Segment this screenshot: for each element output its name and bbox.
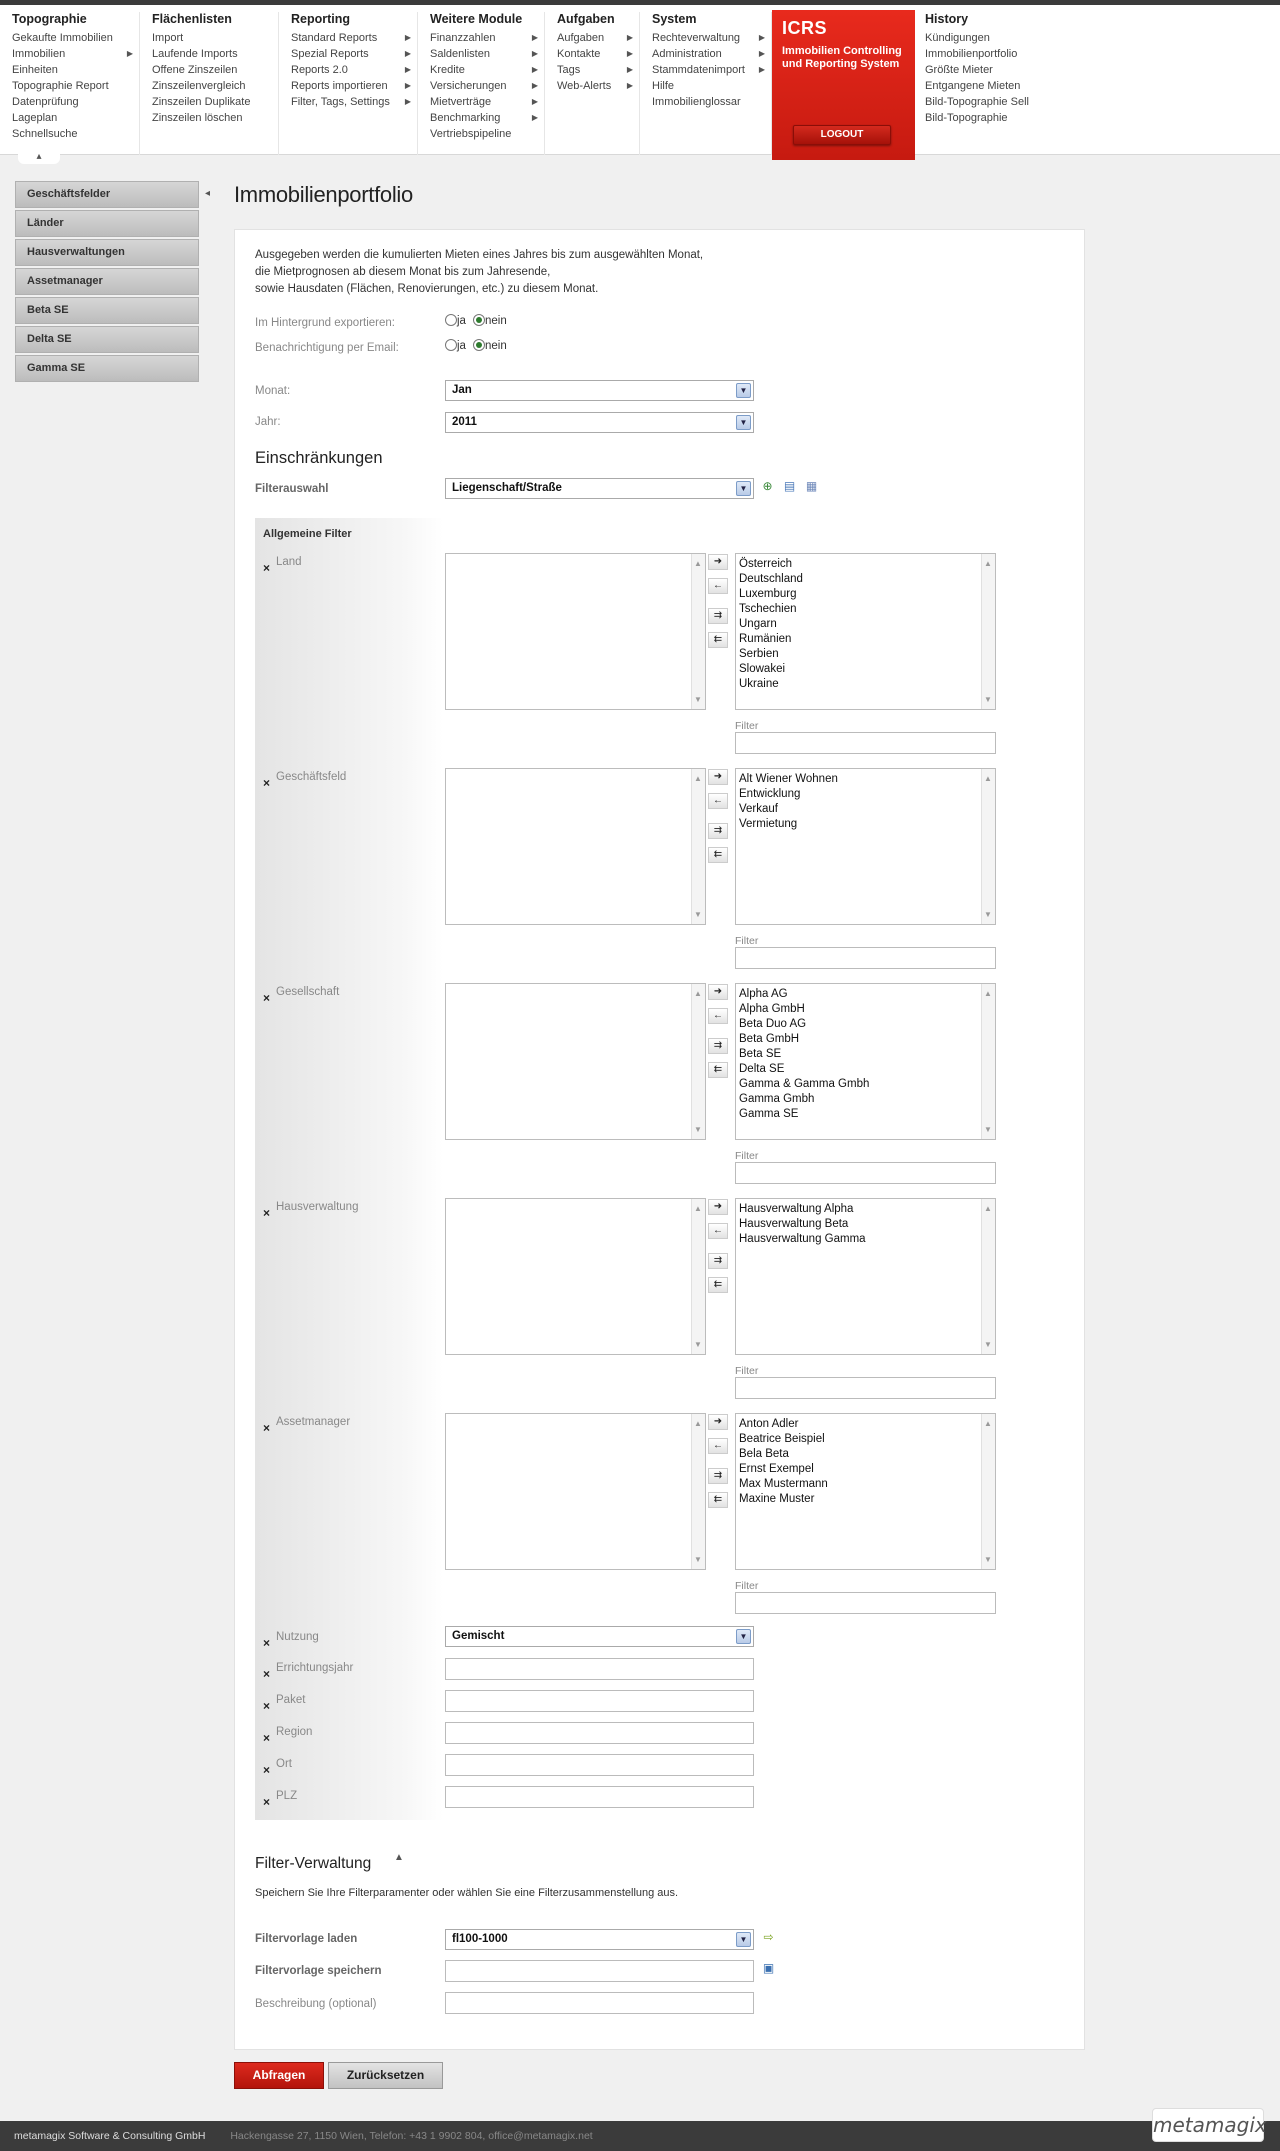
list-option[interactable]: Anton Adler bbox=[739, 1418, 799, 1430]
metamagix-logo bbox=[1152, 2108, 1267, 2142]
menu-item[interactable] bbox=[12, 46, 139, 62]
filter-label: Geschäftsfeld bbox=[276, 771, 347, 783]
text-filter-label: Region bbox=[276, 1726, 313, 1738]
filter-label: Hausverwaltung bbox=[276, 1201, 359, 1213]
list-option[interactable]: Entwicklung bbox=[739, 788, 801, 800]
filter-select-label: Filterauswahl bbox=[255, 483, 329, 495]
menu-item[interactable] bbox=[430, 126, 544, 142]
submenu-arrow-icon: ▶ bbox=[531, 65, 538, 74]
menu-item-label: Saldenlisten bbox=[430, 48, 490, 60]
submenu-arrow-icon: ▶ bbox=[531, 33, 538, 42]
menu-item-label: Immobilienglossar bbox=[652, 96, 741, 108]
menu-toggle-tab[interactable]: ▴ bbox=[18, 152, 60, 164]
year-label: Jahr: bbox=[255, 416, 281, 428]
move-left-icon[interactable]: ← bbox=[708, 578, 728, 594]
menu-item-label: Stammdatenimport bbox=[652, 64, 745, 76]
scrollbar[interactable]: ▲ ▼ bbox=[981, 1414, 995, 1569]
menu-item-label: Standard Reports bbox=[291, 32, 378, 44]
filter-small-label: Filter bbox=[735, 1365, 759, 1377]
add-filter-icon[interactable]: ⊕ bbox=[762, 479, 773, 493]
chevron-down-icon: ▼ bbox=[736, 481, 751, 496]
menu-column-4 bbox=[418, 12, 545, 155]
filter-label: Gesellschaft bbox=[276, 986, 340, 998]
load-template-select[interactable] bbox=[445, 1929, 754, 1950]
email-label: Benachrichtigung per Email: bbox=[255, 342, 399, 354]
menu-item-label: Import bbox=[152, 32, 184, 44]
menu-item-label: Versicherungen bbox=[430, 80, 507, 92]
menu-item-label: Kredite bbox=[430, 64, 465, 76]
move-all-left-icon[interactable]: ⇇ bbox=[708, 1492, 728, 1508]
list-filter-input[interactable] bbox=[735, 947, 996, 969]
description-input[interactable] bbox=[445, 1992, 754, 2014]
load-template-icon[interactable]: ⇨ bbox=[763, 1930, 774, 1944]
usage-select-value: Gemischt bbox=[452, 1630, 505, 1642]
menu-item[interactable] bbox=[152, 30, 278, 46]
move-left-icon[interactable]: ← bbox=[708, 1438, 728, 1454]
chevron-down-icon: ▼ bbox=[736, 1932, 751, 1947]
scrollbar[interactable]: ▲ ▼ bbox=[691, 769, 705, 924]
menu-item[interactable] bbox=[557, 62, 639, 78]
query-button[interactable]: Abfragen bbox=[234, 2062, 324, 2089]
list-option[interactable]: Slowakei bbox=[739, 663, 786, 675]
icrs-subtitle: Immobilien Controlling und Reporting System bbox=[782, 45, 902, 70]
available-listbox[interactable] bbox=[445, 1198, 706, 1355]
text-filter-input[interactable] bbox=[445, 1754, 754, 1776]
filter-label: Assetmanager bbox=[276, 1416, 351, 1428]
menu-column-1 bbox=[0, 12, 140, 155]
remove-filter-icon[interactable]: × bbox=[263, 1763, 271, 1777]
description-label: Beschreibung (optional) bbox=[255, 1998, 377, 2010]
list-option[interactable]: Beatrice Beispiel bbox=[739, 1433, 825, 1445]
move-all-right-icon[interactable]: ⇉ bbox=[708, 1038, 728, 1054]
intro-text bbox=[255, 247, 815, 298]
selected-listbox[interactable] bbox=[735, 983, 996, 1140]
sidebar-item[interactable]: Beta SE bbox=[15, 297, 199, 324]
scrollbar[interactable]: ▲ ▼ bbox=[981, 769, 995, 924]
move-all-left-icon[interactable]: ⇇ bbox=[708, 1277, 728, 1293]
month-label: Monat: bbox=[255, 385, 291, 397]
list-option[interactable]: Gamma & Gamma Gmbh bbox=[739, 1078, 870, 1090]
submenu-arrow-icon: ▶ bbox=[626, 49, 633, 58]
filter-small-label: Filter bbox=[735, 935, 759, 947]
menu-item[interactable] bbox=[652, 94, 771, 110]
menu-item[interactable] bbox=[557, 30, 639, 46]
menu-item[interactable] bbox=[925, 46, 1053, 62]
menu-item[interactable] bbox=[430, 46, 544, 62]
general-filter-area bbox=[255, 518, 443, 1820]
list-option[interactable]: Deutschland bbox=[739, 573, 803, 585]
submenu-arrow-icon: ▶ bbox=[531, 49, 538, 58]
menu-item-label: Hilfe bbox=[652, 80, 675, 92]
restrictions-heading: Einschränkungen bbox=[255, 449, 383, 467]
remove-filter-icon[interactable]: × bbox=[263, 1636, 271, 1650]
list-option[interactable]: Österreich bbox=[739, 558, 793, 570]
remove-filter-icon[interactable]: × bbox=[263, 1421, 271, 1435]
email-radio-group bbox=[445, 339, 511, 352]
menu-item[interactable] bbox=[291, 46, 417, 62]
submenu-arrow-icon: ▶ bbox=[404, 65, 411, 74]
menu-item[interactable] bbox=[925, 78, 1053, 94]
collapse-up-icon[interactable]: ▲ bbox=[394, 1852, 404, 1863]
logo-text: metamagix bbox=[1153, 2113, 1267, 2137]
email-no-label: nein bbox=[485, 340, 507, 352]
filter-small-label: Filter bbox=[735, 1580, 759, 1592]
menu-column-2 bbox=[140, 12, 279, 155]
selected-listbox[interactable] bbox=[735, 1413, 996, 1570]
text-filter-input[interactable] bbox=[445, 1722, 754, 1744]
scrollbar[interactable]: ▲ ▼ bbox=[691, 1414, 705, 1569]
available-listbox[interactable] bbox=[445, 1413, 706, 1570]
list-option[interactable]: Ernst Exempel bbox=[739, 1463, 814, 1475]
scrollbar[interactable]: ▲ ▼ bbox=[981, 554, 995, 709]
menu-column-title[interactable]: Flächenlisten bbox=[152, 12, 232, 26]
list-option[interactable]: Beta Duo AG bbox=[739, 1018, 807, 1030]
menu-item-label: Bild-Topographie Sell bbox=[925, 96, 1029, 108]
menu-item-label: Entgangene Mieten bbox=[925, 80, 1021, 92]
year-select[interactable] bbox=[445, 412, 754, 433]
filter-small-label: Filter bbox=[735, 720, 759, 732]
general-filter-heading: Allgemeine Filter bbox=[263, 528, 352, 540]
intro-line: sowie Hausdaten (Flächen, Renovierungen, etc.) zu diesem Monat. bbox=[255, 283, 599, 295]
menu-item-label: Finanzzahlen bbox=[430, 32, 496, 44]
filter-label: Land bbox=[276, 556, 302, 568]
page-title: Immobilienportfolio bbox=[234, 182, 413, 207]
menu-item-label: Immobilien bbox=[12, 48, 66, 60]
menu-item-label: Spezial Reports bbox=[291, 48, 369, 60]
menu-column-title[interactable]: Weitere Module bbox=[430, 12, 523, 26]
move-all-right-icon[interactable]: ⇉ bbox=[708, 823, 728, 839]
available-listbox[interactable] bbox=[445, 768, 706, 925]
footer bbox=[0, 2121, 1280, 2151]
sidebar-collapse-icon[interactable]: ◂ bbox=[205, 188, 211, 199]
load-template-label: Filtervorlage laden bbox=[255, 1933, 358, 1945]
list-option[interactable]: Hausverwaltung Gamma bbox=[739, 1233, 866, 1245]
menu-item-label: Lageplan bbox=[12, 112, 58, 124]
menu-item-label: Schnellsuche bbox=[12, 128, 78, 140]
submenu-arrow-icon: ▶ bbox=[531, 81, 538, 90]
list-filter-input[interactable] bbox=[735, 1162, 996, 1184]
reset-button[interactable]: Zurücksetzen bbox=[328, 2062, 443, 2089]
export-yes-label: ja bbox=[457, 315, 466, 327]
list-option[interactable]: Alt Wiener Wohnen bbox=[739, 773, 838, 785]
list-option[interactable]: Ukraine bbox=[739, 678, 779, 690]
move-left-icon[interactable]: ← bbox=[708, 1008, 728, 1024]
filter-management-heading: Filter-Verwaltung bbox=[255, 1855, 372, 1872]
menu-item-label: Vertriebspipeline bbox=[430, 128, 512, 140]
menu-item[interactable] bbox=[12, 62, 139, 78]
text-filter-label: Paket bbox=[276, 1694, 306, 1706]
submenu-arrow-icon: ▶ bbox=[626, 33, 633, 42]
main-menu bbox=[0, 5, 1280, 155]
menu-item[interactable] bbox=[152, 78, 278, 94]
menu-item-label: Bild-Topographie bbox=[925, 112, 1008, 124]
sidebar bbox=[15, 181, 199, 384]
chevron-down-icon: ▼ bbox=[736, 383, 751, 398]
scrollbar[interactable]: ▲ ▼ bbox=[691, 554, 705, 709]
list-option[interactable]: Alpha GmbH bbox=[739, 1003, 805, 1015]
move-all-right-icon[interactable]: ⇉ bbox=[708, 1468, 728, 1484]
menu-item-label: Einheiten bbox=[12, 64, 58, 76]
footer-address: Hackengasse 27, 1150 Wien, Telefon: +43 1 9902 804, office@metamagix.net bbox=[230, 2130, 593, 2142]
email-no-radio[interactable] bbox=[473, 339, 485, 351]
scrollbar[interactable]: ▲ ▼ bbox=[691, 984, 705, 1139]
text-filter-label: Errichtungsjahr bbox=[276, 1662, 354, 1674]
sidebar-item[interactable]: Länder bbox=[15, 210, 199, 237]
submenu-arrow-icon: ▶ bbox=[404, 49, 411, 58]
filter-management-text: Speichern Sie Ihre Filterparamenter oder wählen Sie eine Filterzusammenstellung aus. bbox=[255, 1887, 679, 1899]
menu-column-title[interactable]: History bbox=[925, 12, 969, 26]
menu-item[interactable] bbox=[557, 78, 639, 94]
menu-item-label: Reports 2.0 bbox=[291, 64, 348, 76]
email-yes-radio[interactable] bbox=[445, 339, 457, 351]
remove-filter-icon[interactable]: × bbox=[263, 1699, 271, 1713]
menu-item[interactable] bbox=[652, 46, 771, 62]
menu-item[interactable] bbox=[652, 30, 771, 46]
menu-item[interactable] bbox=[152, 110, 278, 126]
move-all-left-icon[interactable]: ⇇ bbox=[708, 1062, 728, 1078]
icrs-brand-box bbox=[772, 10, 915, 160]
list-option[interactable]: Hausverwaltung Beta bbox=[739, 1218, 849, 1230]
export-yes-radio[interactable] bbox=[445, 314, 457, 326]
menu-item[interactable] bbox=[12, 94, 139, 110]
move-all-right-icon[interactable]: ⇉ bbox=[708, 608, 728, 624]
move-left-icon[interactable]: ← bbox=[708, 1223, 728, 1239]
remove-filter-icon[interactable]: × bbox=[263, 1667, 271, 1681]
footer-company: metamagix Software & Consulting GmbH bbox=[14, 2130, 206, 2142]
submenu-arrow-icon: ▶ bbox=[126, 49, 133, 58]
selected-listbox[interactable] bbox=[735, 553, 996, 710]
menu-item-label: Zinszeilenvergleich bbox=[152, 80, 246, 92]
menu-item-label: Immobilienportfolio bbox=[925, 48, 1018, 60]
list-option[interactable]: Alpha AG bbox=[739, 988, 788, 1000]
list-option[interactable]: Bela Beta bbox=[739, 1448, 789, 1460]
list-option[interactable]: Luxemburg bbox=[739, 588, 797, 600]
available-listbox[interactable] bbox=[445, 553, 706, 710]
list-option[interactable]: Delta SE bbox=[739, 1063, 785, 1075]
available-listbox[interactable] bbox=[445, 983, 706, 1140]
menu-item-label: Mietverträge bbox=[430, 96, 492, 108]
remove-filter-icon[interactable]: × bbox=[263, 776, 271, 790]
menu-item-label: Administration bbox=[652, 48, 722, 60]
menu-item-label: Reports importieren bbox=[291, 80, 388, 92]
list-option[interactable]: Beta SE bbox=[739, 1048, 782, 1060]
menu-item-label: Aufgaben bbox=[557, 32, 605, 44]
menu-column-7 bbox=[913, 12, 1053, 155]
usage-select[interactable] bbox=[445, 1626, 754, 1647]
selected-listbox[interactable] bbox=[735, 768, 996, 925]
move-right-icon[interactable]: ➜ bbox=[708, 1199, 728, 1215]
move-right-icon[interactable]: ➜ bbox=[708, 1414, 728, 1430]
menu-item-label: Kündigungen bbox=[925, 32, 990, 44]
remove-filter-icon[interactable]: × bbox=[263, 1206, 271, 1220]
list-option[interactable]: Verkauf bbox=[739, 803, 778, 815]
menu-item[interactable] bbox=[12, 110, 139, 126]
list-option[interactable]: Max Mustermann bbox=[739, 1478, 828, 1490]
usage-label: Nutzung bbox=[276, 1631, 319, 1643]
list-option[interactable]: Gamma Gmbh bbox=[739, 1093, 815, 1105]
menu-column-title[interactable]: Topographie bbox=[12, 12, 87, 26]
year-select-value: 2011 bbox=[452, 416, 477, 428]
text-filter-label: PLZ bbox=[276, 1790, 298, 1802]
remove-filter-icon[interactable]: × bbox=[263, 1795, 271, 1809]
text-filter-label: Ort bbox=[276, 1758, 292, 1770]
menu-item[interactable] bbox=[152, 62, 278, 78]
list-option[interactable]: Serbien bbox=[739, 648, 779, 660]
menu-column-title[interactable]: Reporting bbox=[291, 12, 351, 26]
menu-column-3 bbox=[279, 12, 418, 155]
move-right-icon[interactable]: ➜ bbox=[708, 984, 728, 1000]
submenu-arrow-icon: ▶ bbox=[531, 97, 538, 106]
remove-filter-icon[interactable]: × bbox=[263, 991, 271, 1005]
menu-item-label: Benchmarking bbox=[430, 112, 501, 124]
menu-item[interactable] bbox=[430, 62, 544, 78]
menu-item-label: Zinszeilen Duplikate bbox=[152, 96, 251, 108]
month-select-value: Jan bbox=[452, 384, 472, 396]
menu-item[interactable] bbox=[925, 110, 1053, 126]
chevron-down-icon: ▼ bbox=[736, 415, 751, 430]
menu-item-label: Tags bbox=[557, 64, 581, 76]
list-filter-input[interactable] bbox=[735, 1592, 996, 1614]
menu-item[interactable] bbox=[12, 30, 139, 46]
menu-item-label: Laufende Imports bbox=[152, 48, 238, 60]
list-option[interactable]: Gamma SE bbox=[739, 1108, 799, 1120]
main-panel bbox=[234, 229, 1085, 2050]
submenu-arrow-icon: ▶ bbox=[758, 33, 765, 42]
month-select[interactable] bbox=[445, 380, 754, 401]
menu-item-label: Zinszeilen löschen bbox=[152, 112, 243, 124]
menu-item-label: Größte Mieter bbox=[925, 64, 993, 76]
submenu-arrow-icon: ▶ bbox=[404, 33, 411, 42]
icrs-title: ICRS bbox=[782, 18, 828, 38]
export-no-radio[interactable] bbox=[473, 314, 485, 326]
copy-filter-icon[interactable]: ▦ bbox=[805, 479, 818, 493]
move-right-icon[interactable]: ➜ bbox=[708, 554, 728, 570]
move-left-icon[interactable]: ← bbox=[708, 793, 728, 809]
menu-item-label: Topographie Report bbox=[12, 80, 109, 92]
text-filter-input[interactable] bbox=[445, 1690, 754, 1712]
selected-listbox[interactable] bbox=[735, 1198, 996, 1355]
menu-item-label: Web-Alerts bbox=[557, 80, 612, 92]
filter-select[interactable] bbox=[445, 478, 754, 499]
menu-item[interactable] bbox=[12, 126, 139, 142]
submenu-arrow-icon: ▶ bbox=[626, 65, 633, 74]
submenu-arrow-icon: ▶ bbox=[626, 81, 633, 90]
list-option[interactable]: Rumänien bbox=[739, 633, 792, 645]
menu-item[interactable] bbox=[291, 94, 417, 110]
menu-item[interactable] bbox=[925, 62, 1053, 78]
menu-item[interactable] bbox=[925, 94, 1053, 110]
move-all-left-icon[interactable]: ⇇ bbox=[708, 847, 728, 863]
export-no-label: nein bbox=[485, 315, 507, 327]
scrollbar[interactable]: ▲ ▼ bbox=[981, 1199, 995, 1354]
menu-column-6 bbox=[640, 12, 772, 155]
menu-item[interactable] bbox=[652, 78, 771, 94]
menu-item[interactable] bbox=[291, 78, 417, 94]
move-all-right-icon[interactable]: ⇉ bbox=[708, 1253, 728, 1269]
sidebar-item[interactable]: Assetmanager bbox=[15, 268, 199, 295]
menu-column-title[interactable]: Aufgaben bbox=[557, 12, 615, 26]
menu-item[interactable] bbox=[291, 30, 417, 46]
list-filter-input[interactable] bbox=[735, 1377, 996, 1399]
save-disk-icon[interactable]: ▣ bbox=[762, 1961, 775, 1975]
menu-item-label: Gekaufte Immobilien bbox=[12, 32, 113, 44]
export-radio-group bbox=[445, 314, 511, 327]
text-filter-input[interactable] bbox=[445, 1658, 754, 1680]
chevron-down-icon: ▼ bbox=[736, 1629, 751, 1644]
list-option[interactable]: Tschechien bbox=[739, 603, 797, 615]
move-all-left-icon[interactable]: ⇇ bbox=[708, 632, 728, 648]
menu-column-title[interactable]: System bbox=[652, 12, 697, 26]
scrollbar[interactable]: ▲ ▼ bbox=[691, 1199, 705, 1354]
menu-item-label: Kontakte bbox=[557, 48, 601, 60]
submenu-arrow-icon: ▶ bbox=[531, 113, 538, 122]
sidebar-item[interactable]: Geschäftsfelder bbox=[15, 181, 199, 208]
load-template-value: fl100-1000 bbox=[452, 1933, 508, 1945]
menu-item[interactable] bbox=[925, 30, 1053, 46]
menu-item[interactable] bbox=[430, 94, 544, 110]
intro-line: die Mietprognosen ab diesem Monat bis zum Jahresende, bbox=[255, 266, 551, 278]
filter-small-label: Filter bbox=[735, 1150, 759, 1162]
filter-select-value: Liegenschaft/Straße bbox=[452, 482, 562, 494]
menu-item[interactable] bbox=[152, 46, 278, 62]
list-option[interactable]: Hausverwaltung Alpha bbox=[739, 1203, 854, 1215]
save-template-input[interactable] bbox=[445, 1960, 754, 1982]
menu-item[interactable] bbox=[557, 46, 639, 62]
menu-item-label: Offene Zinszeilen bbox=[152, 64, 238, 76]
remove-filter-icon[interactable]: × bbox=[263, 1731, 271, 1745]
text-filter-input[interactable] bbox=[445, 1786, 754, 1808]
edit-filter-icon[interactable]: ▤ bbox=[783, 479, 796, 493]
menu-column-5 bbox=[545, 12, 640, 155]
scrollbar[interactable]: ▲ ▼ bbox=[981, 984, 995, 1139]
intro-line: Ausgegeben werden die kumulierten Mieten eines Jahres bis zum ausgewählten Monat, bbox=[255, 249, 704, 261]
export-label: Im Hintergrund exportieren: bbox=[255, 317, 395, 329]
menu-item-label: Filter, Tags, Settings bbox=[291, 96, 390, 108]
menu-item[interactable] bbox=[652, 62, 771, 78]
remove-filter-icon[interactable]: × bbox=[263, 561, 271, 575]
menu-item[interactable] bbox=[291, 62, 417, 78]
save-template-label: Filtervorlage speichern bbox=[255, 1965, 382, 1977]
menu-item[interactable] bbox=[430, 78, 544, 94]
list-filter-input[interactable] bbox=[735, 732, 996, 754]
submenu-arrow-icon: ▶ bbox=[404, 97, 411, 106]
menu-item[interactable] bbox=[430, 30, 544, 46]
move-right-icon[interactable]: ➜ bbox=[708, 769, 728, 785]
list-option[interactable]: Maxine Muster bbox=[739, 1493, 815, 1505]
menu-item-label: Rechteverwaltung bbox=[652, 32, 741, 44]
list-option[interactable]: Beta GmbH bbox=[739, 1033, 800, 1045]
sidebar-item[interactable]: Delta SE bbox=[15, 326, 199, 353]
menu-item[interactable] bbox=[152, 94, 278, 110]
submenu-arrow-icon: ▶ bbox=[758, 65, 765, 74]
menu-item[interactable] bbox=[430, 110, 544, 126]
sidebar-item[interactable]: Hausverwaltungen bbox=[15, 239, 199, 266]
logout-button[interactable]: LOGOUT bbox=[793, 125, 891, 145]
submenu-arrow-icon: ▶ bbox=[758, 49, 765, 58]
submenu-arrow-icon: ▶ bbox=[404, 81, 411, 90]
menu-item-label: Datenprüfung bbox=[12, 96, 79, 108]
list-option[interactable]: Ungarn bbox=[739, 618, 777, 630]
email-yes-label: ja bbox=[457, 340, 466, 352]
sidebar-item[interactable]: Gamma SE bbox=[15, 355, 199, 382]
menu-item[interactable] bbox=[12, 78, 139, 94]
list-option[interactable]: Vermietung bbox=[739, 818, 798, 830]
